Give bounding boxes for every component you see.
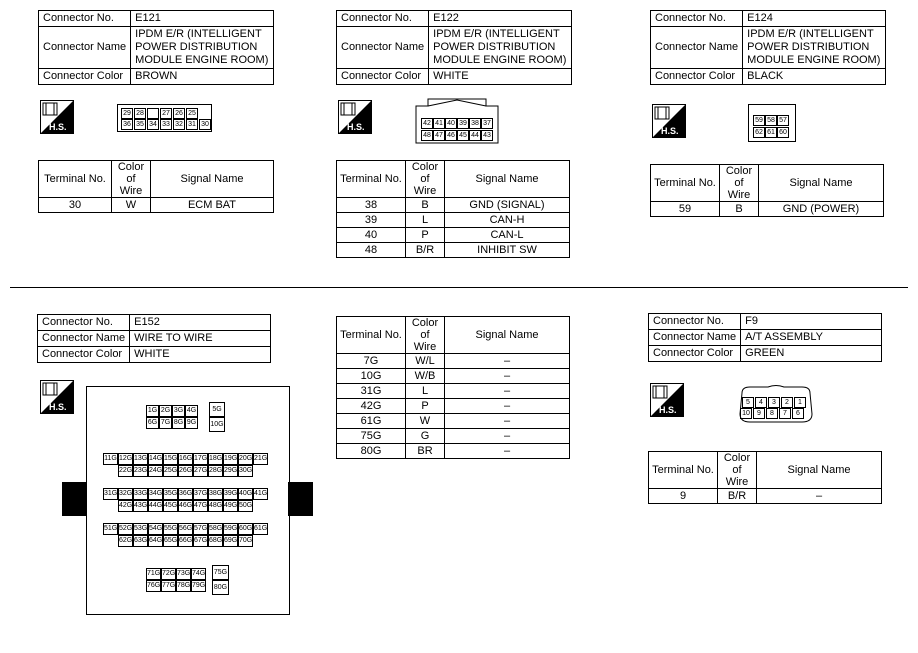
terminal-no: 9 xyxy=(649,489,718,504)
col-terminal-no: Terminal No. xyxy=(39,161,112,198)
svg-text:H.S.: H.S. xyxy=(347,122,365,132)
terminal-no: 7G xyxy=(337,354,406,369)
wire-color: B/R xyxy=(406,243,445,258)
pin-cell: 51G xyxy=(103,523,118,535)
terminal-row xyxy=(337,384,570,399)
signal-name: – xyxy=(445,414,570,429)
label-connector-color: Connector Color xyxy=(337,69,429,85)
pin-cell: 33G xyxy=(133,488,148,500)
col-terminal-no: Terminal No. xyxy=(337,161,406,198)
e121-terminal-table xyxy=(38,160,274,213)
label-connector-name: Connector Name xyxy=(337,27,429,69)
pin-cell: 1 xyxy=(794,397,806,408)
pin-cell: 77G xyxy=(161,580,176,592)
pin-cell: 47G xyxy=(193,500,208,512)
col-terminal-no: Terminal No. xyxy=(337,317,406,354)
pin-cell: 70G xyxy=(238,535,253,547)
e124-name: IPDM E/R (INTELLIGENT POWER DISTRIBUTION MODULE ENGINE ROOM) xyxy=(743,27,886,69)
pin-cell: 59 xyxy=(753,115,765,126)
label-connector-no: Connector No. xyxy=(649,314,741,330)
pin-cell: 18G xyxy=(208,453,223,465)
terminal-row xyxy=(337,399,570,414)
label-connector-color: Connector Color xyxy=(39,69,131,85)
signal-name: CAN-L xyxy=(445,228,570,243)
pin-cell: 40 xyxy=(445,118,457,129)
pin-cell: 5 xyxy=(742,397,754,408)
pin-cell: 29G xyxy=(223,465,238,477)
pin-cell: 5G xyxy=(209,402,225,417)
pin-cell: 34 xyxy=(147,119,159,130)
col-color-of-wire: Color of Wire xyxy=(406,161,445,198)
pin-cell: 38 xyxy=(469,118,481,129)
pin-cell: 8 xyxy=(766,408,778,419)
col-signal-name: Signal Name xyxy=(759,165,884,202)
pin-cell: 9 xyxy=(753,408,765,419)
pin-cell: 35 xyxy=(134,119,146,130)
pin-cell: 46G xyxy=(178,500,193,512)
signal-name: INHIBIT SW xyxy=(445,243,570,258)
pin-cell: 28 xyxy=(134,108,146,119)
pin-cell: 19G xyxy=(223,453,238,465)
pin-cell: 46 xyxy=(445,130,457,141)
pin-cell: 22G xyxy=(118,465,133,477)
pin-cell: 43G xyxy=(133,500,148,512)
terminal-no: 80G xyxy=(337,444,406,459)
wire-color: W xyxy=(112,198,151,213)
pin-cell: 42 xyxy=(421,118,433,129)
pin-cell: 40G xyxy=(238,488,253,500)
hs-icon xyxy=(338,100,372,134)
e121-name: IPDM E/R (INTELLIGENT POWER DISTRIBUTION MODULE ENGINE ROOM) xyxy=(131,27,274,69)
f9-terminal-table xyxy=(648,451,882,504)
col-color-of-wire: Color of Wire xyxy=(112,161,151,198)
pin-cell: 59G xyxy=(223,523,238,535)
col-color-of-wire: Color of Wire xyxy=(718,452,757,489)
wire-color: W/L xyxy=(406,354,445,369)
pin-cell: 37 xyxy=(481,118,493,129)
pin-cell: 45 xyxy=(457,130,469,141)
pin-cell: 63G xyxy=(133,535,148,547)
e122-terminal-table xyxy=(336,160,570,258)
terminal-row xyxy=(337,228,570,243)
e122-color: WHITE xyxy=(429,69,572,85)
e152-right-latch xyxy=(288,482,313,516)
pin-cell: 6G xyxy=(146,417,159,429)
pin-cell: 64G xyxy=(148,535,163,547)
pin-cell: 30 xyxy=(199,119,211,130)
pin-cell: 4G xyxy=(185,405,198,417)
f9-name: A/T ASSEMBLY xyxy=(741,330,882,346)
pin-cell: 44G xyxy=(148,500,163,512)
pin-cell: 3G xyxy=(172,405,185,417)
pin-cell: 41G xyxy=(253,488,268,500)
terminal-no: 42G xyxy=(337,399,406,414)
svg-text:H.S.: H.S. xyxy=(49,122,67,132)
pin-cell: 58 xyxy=(765,115,777,126)
terminal-row xyxy=(649,489,882,504)
pin-cell: 62G xyxy=(118,535,133,547)
pin-cell: 72G xyxy=(161,568,176,580)
hs-icon xyxy=(40,380,74,414)
terminal-no: 48 xyxy=(337,243,406,258)
pin-cell: 32 xyxy=(173,119,185,130)
pin-cell: 48G xyxy=(208,500,223,512)
col-signal-name: Signal Name xyxy=(445,317,570,354)
e152-left-latch xyxy=(62,482,87,516)
pin-cell: 79G xyxy=(191,580,206,592)
pin-cell: 66G xyxy=(178,535,193,547)
terminal-row xyxy=(337,444,570,459)
pin-cell: 52G xyxy=(118,523,133,535)
label-connector-no: Connector No. xyxy=(39,11,131,27)
pin-cell: 80G xyxy=(212,580,229,595)
pin-cell: 67G xyxy=(193,535,208,547)
wire-color: P xyxy=(406,228,445,243)
wire-color: L xyxy=(406,213,445,228)
pin-cell: 36G xyxy=(178,488,193,500)
pin-cell: 2 xyxy=(781,397,793,408)
pin-cell: 1G xyxy=(146,405,159,417)
wire-color: L xyxy=(406,384,445,399)
wire-color: P xyxy=(406,399,445,414)
wire-color: G xyxy=(406,429,445,444)
pin-cell: 28G xyxy=(208,465,223,477)
pin-cell: 26 xyxy=(173,108,185,119)
pin-cell: 34G xyxy=(148,488,163,500)
terminal-row xyxy=(337,354,570,369)
pin-cell: 75G xyxy=(212,565,229,580)
pin-cell: 15G xyxy=(163,453,178,465)
signal-name: CAN-H xyxy=(445,213,570,228)
pin-cell: 25 xyxy=(186,108,198,119)
terminal-no: 40 xyxy=(337,228,406,243)
pin-cell: 30G xyxy=(238,465,253,477)
label-connector-name: Connector Name xyxy=(38,331,130,347)
wire-color: W xyxy=(406,414,445,429)
terminal-row xyxy=(337,414,570,429)
terminal-no: 30 xyxy=(39,198,112,213)
section-divider xyxy=(10,287,908,288)
pin-cell: 78G xyxy=(176,580,191,592)
pin-cell: 16G xyxy=(178,453,193,465)
col-color-of-wire: Color of Wire xyxy=(406,317,445,354)
label-connector-color: Connector Color xyxy=(651,69,743,85)
terminal-row xyxy=(39,198,274,213)
pin-cell: 10G xyxy=(209,417,225,432)
label-connector-no: Connector No. xyxy=(38,315,130,331)
wire-color: B xyxy=(406,198,445,213)
wire-color: BR xyxy=(406,444,445,459)
f9-color: GREEN xyxy=(741,346,882,362)
e152-info-table xyxy=(37,314,271,363)
pin-cell: 33 xyxy=(160,119,172,130)
e122-no: E122 xyxy=(429,11,572,27)
pin-cell: 4 xyxy=(755,397,767,408)
pin-cell: 2G xyxy=(159,405,172,417)
pin-cell: 54G xyxy=(148,523,163,535)
pin-cell: 12G xyxy=(118,453,133,465)
pin-cell: 76G xyxy=(146,580,161,592)
e152-color: WHITE xyxy=(130,347,271,363)
pin-cell: 27G xyxy=(193,465,208,477)
label-connector-name: Connector Name xyxy=(649,330,741,346)
pin-cell: 56G xyxy=(178,523,193,535)
terminal-row xyxy=(337,213,570,228)
col-terminal-no: Terminal No. xyxy=(651,165,720,202)
pin-cell: 62 xyxy=(753,127,765,138)
col-signal-name: Signal Name xyxy=(445,161,570,198)
pin-cell: 69G xyxy=(223,535,238,547)
terminal-row xyxy=(337,198,570,213)
terminal-row xyxy=(651,202,884,217)
hs-icon xyxy=(652,104,686,138)
pin-cell: 8G xyxy=(172,417,185,429)
pin-cell: 23G xyxy=(133,465,148,477)
e124-terminal-table xyxy=(650,164,884,217)
svg-text:H.S.: H.S. xyxy=(661,126,679,136)
e124-info-table xyxy=(650,10,886,85)
pin-cell: 44 xyxy=(469,130,481,141)
pin-cell: 60 xyxy=(777,127,789,138)
pin-cell: 10 xyxy=(740,408,752,419)
terminal-row xyxy=(337,429,570,444)
svg-text:H.S.: H.S. xyxy=(49,402,67,412)
pin-cell: 31G xyxy=(103,488,118,500)
pin-cell: 58G xyxy=(208,523,223,535)
pin-cell: 14G xyxy=(148,453,163,465)
pin-cell: 24G xyxy=(148,465,163,477)
col-signal-name: Signal Name xyxy=(151,161,274,198)
signal-name: – xyxy=(445,369,570,384)
wire-color: B xyxy=(720,202,759,217)
pin-cell: 39G xyxy=(223,488,238,500)
pin-cell: 55G xyxy=(163,523,178,535)
label-connector-no: Connector No. xyxy=(337,11,429,27)
wire-color: B/R xyxy=(718,489,757,504)
pin-cell: 71G xyxy=(146,568,161,580)
pin-cell: 39 xyxy=(457,118,469,129)
hs-icon xyxy=(40,100,74,134)
pin-cell: 73G xyxy=(176,568,191,580)
terminal-no: 39 xyxy=(337,213,406,228)
signal-name: – xyxy=(757,489,882,504)
svg-text:H.S.: H.S. xyxy=(659,405,677,415)
terminal-row xyxy=(337,369,570,384)
wire-color: W/B xyxy=(406,369,445,384)
e121-no: E121 xyxy=(131,11,274,27)
pin-cell: 6 xyxy=(792,408,804,419)
pin-cell: 41 xyxy=(433,118,445,129)
pin-cell: 43 xyxy=(481,130,493,141)
pin-cell: 53G xyxy=(133,523,148,535)
pin-cell: 45G xyxy=(163,500,178,512)
terminal-no: 61G xyxy=(337,414,406,429)
pin-cell: 32G xyxy=(118,488,133,500)
pin-cell: 29 xyxy=(121,108,133,119)
signal-name: GND (POWER) xyxy=(759,202,884,217)
e152-name: WIRE TO WIRE xyxy=(130,331,271,347)
signal-name: – xyxy=(445,444,570,459)
e152-no: E152 xyxy=(130,315,271,331)
signal-name: – xyxy=(445,384,570,399)
pin-cell: 48 xyxy=(421,130,433,141)
terminal-no: 75G xyxy=(337,429,406,444)
pin-cell: 7 xyxy=(779,408,791,419)
label-connector-name: Connector Name xyxy=(39,27,131,69)
signal-name: – xyxy=(445,399,570,414)
pin-cell: 61 xyxy=(765,127,777,138)
pin-cell: 47 xyxy=(433,130,445,141)
pin-cell: 68G xyxy=(208,535,223,547)
pin-cell: 25G xyxy=(163,465,178,477)
e152-terminal-table xyxy=(336,316,570,459)
pin-cell: 21G xyxy=(253,453,268,465)
pin-cell: 20G xyxy=(238,453,253,465)
signal-name: GND (SIGNAL) xyxy=(445,198,570,213)
pin-cell: 35G xyxy=(163,488,178,500)
pin-cell: 42G xyxy=(118,500,133,512)
terminal-no: 31G xyxy=(337,384,406,399)
label-connector-name: Connector Name xyxy=(651,27,743,69)
pin-cell: 11G xyxy=(103,453,118,465)
pin-cell: 13G xyxy=(133,453,148,465)
signal-name: – xyxy=(445,429,570,444)
label-connector-color: Connector Color xyxy=(38,347,130,363)
pin-cell: 36 xyxy=(121,119,133,130)
pin-cell: 74G xyxy=(191,568,206,580)
label-connector-color: Connector Color xyxy=(649,346,741,362)
pin-cell: 26G xyxy=(178,465,193,477)
e122-info-table xyxy=(336,10,572,85)
pin-cell: 65G xyxy=(163,535,178,547)
pin-cell: 31 xyxy=(186,119,198,130)
pin-cell: 9G xyxy=(185,417,198,429)
pin-cell: 17G xyxy=(193,453,208,465)
pin-cell: 3 xyxy=(768,397,780,408)
pin-cell: 38G xyxy=(208,488,223,500)
pin-cell: 49G xyxy=(223,500,238,512)
col-signal-name: Signal Name xyxy=(757,452,882,489)
pin-cell: 60G xyxy=(238,523,253,535)
e122-name: IPDM E/R (INTELLIGENT POWER DISTRIBUTION MODULE ENGINE ROOM) xyxy=(429,27,572,69)
e121-info-table xyxy=(38,10,274,85)
pin-cell: 57G xyxy=(193,523,208,535)
hs-icon xyxy=(650,383,684,417)
e121-color: BROWN xyxy=(131,69,274,85)
col-color-of-wire: Color of Wire xyxy=(720,165,759,202)
pin-cell: 57 xyxy=(777,115,789,126)
signal-name: ECM BAT xyxy=(151,198,274,213)
terminal-no: 59 xyxy=(651,202,720,217)
e124-no: E124 xyxy=(743,11,886,27)
terminal-no: 38 xyxy=(337,198,406,213)
terminal-no: 10G xyxy=(337,369,406,384)
col-terminal-no: Terminal No. xyxy=(649,452,718,489)
e124-color: BLACK xyxy=(743,69,886,85)
signal-name: – xyxy=(445,354,570,369)
f9-no: F9 xyxy=(741,314,882,330)
pin-cell: 7G xyxy=(159,417,172,429)
terminal-row xyxy=(337,243,570,258)
pin-cell: 27 xyxy=(160,108,172,119)
pin-cell: 37G xyxy=(193,488,208,500)
pin-cell: 50G xyxy=(238,500,253,512)
pin-cell xyxy=(147,108,159,119)
label-connector-no: Connector No. xyxy=(651,11,743,27)
pin-cell: 61G xyxy=(253,523,268,535)
f9-info-table xyxy=(648,313,882,362)
